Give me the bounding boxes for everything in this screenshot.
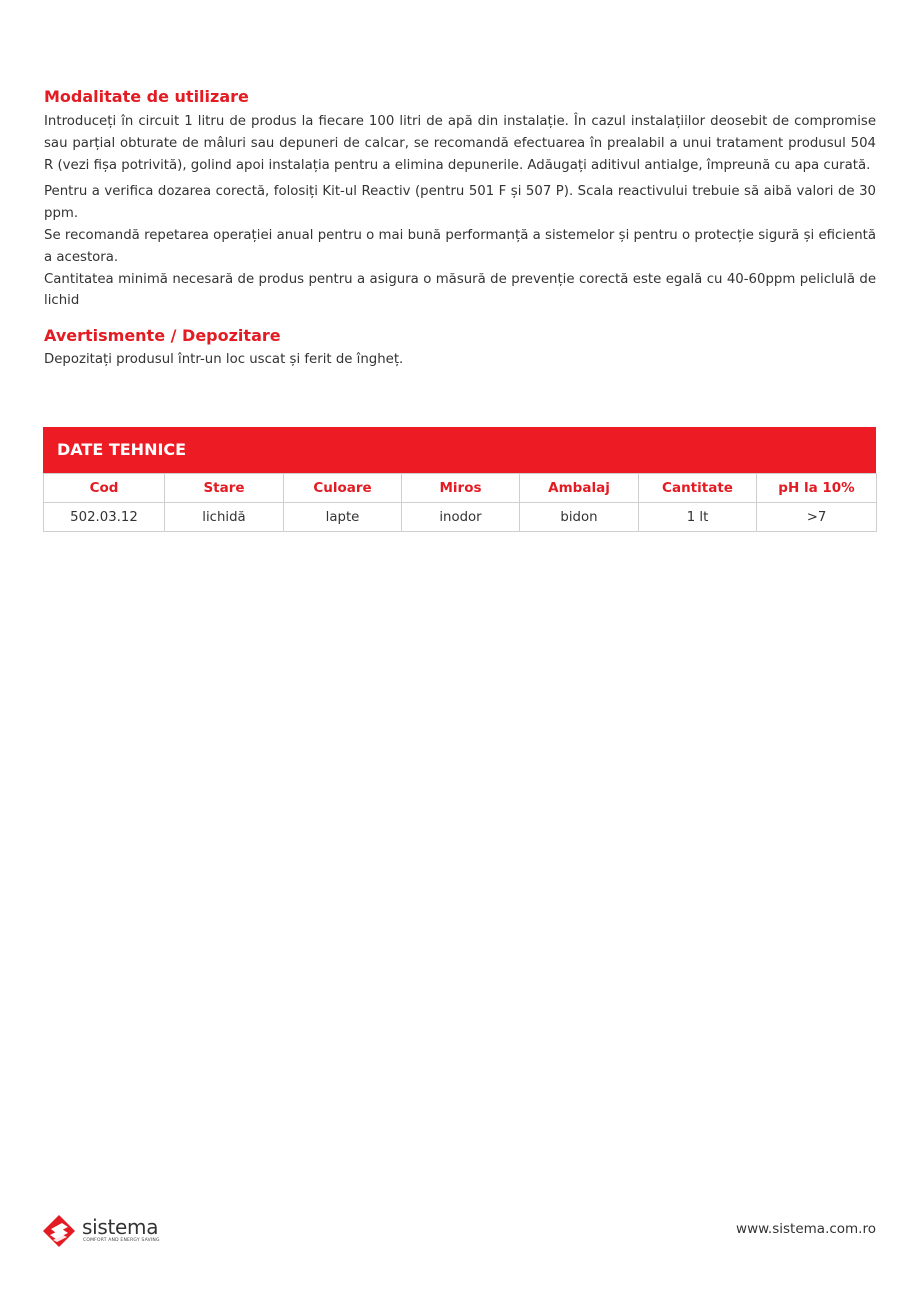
header-ambalaj: Ambalaj [520,474,639,503]
header-ph: pH la 10% [757,474,877,503]
spec-table [43,473,877,532]
cell-ambalaj: bidon [520,503,639,532]
header-cantitate: Cantitate [639,474,757,503]
usage-title: Modalitate de utilizare [44,87,249,106]
sistema-logo [42,1214,172,1250]
table-header-row [44,474,877,503]
brand-tagline: COMFORT AND ENERGY SAVING [83,1238,160,1243]
table-row [44,503,877,532]
cell-ph: >7 [757,503,877,532]
header-culoare: Culoare [284,474,402,503]
header-cod: Cod [44,474,165,503]
usage-paragraph-2: Pentru a verifica dozarea corectă, folosiți Kit-ul Reactiv (pentru 501 F și 507 P). Scala reactivului trebuie să aibă valori de 30 ppm. [44,184,876,222]
header-stare: Stare [165,474,284,503]
usage-paragraph-1: Introduceți în circuit 1 litru de produs la fiecare 100 litri de apă din instalație. În cazul instalațiilor deosebit de compromise sau parțial obturate de mâluri sau depuneri de calcar, se recomandă efectuarea în prealabil a unui tratament produsul 504 R (vezi fișa potrivită), golind apoi instalația pentru a elimina depunerile. Adăugați aditivul antialge, împreună cu apa curată. [44,114,876,173]
content-area [44,86,876,371]
cell-culoare: lapte [284,503,402,532]
header-miros: Miros [402,474,520,503]
technical-data-title: DATE TEHNICE [43,427,876,473]
cell-cod: 502.03.12 [44,503,165,532]
sistema-logo-icon [42,1214,76,1250]
cell-cantitate: 1 lt [639,503,757,532]
cell-stare: lichidă [165,503,284,532]
warnings-paragraph: Depozitați produsul într-un loc uscat și ferit de îngheț. [44,352,404,368]
warnings-title: Avertismente / Depozitare [44,326,281,346]
cell-miros: inodor [402,503,520,532]
technical-data-table [43,427,876,532]
usage-paragraph-3: Se recomandă repetarea operației anual pentru o mai bună performanță a sistemelor și pentru o protecție sigură și eficientă a acestora. [44,227,876,265]
brand-name: sistema [82,1215,159,1239]
usage-paragraph-4: Cantitatea minimă necesară de produs pentru a asigura o măsură de prevenție corectă este egală cu 40-60ppm peliclulă de lichid [44,271,876,309]
website-link[interactable]: www.sistema.com.ro [736,1221,876,1237]
